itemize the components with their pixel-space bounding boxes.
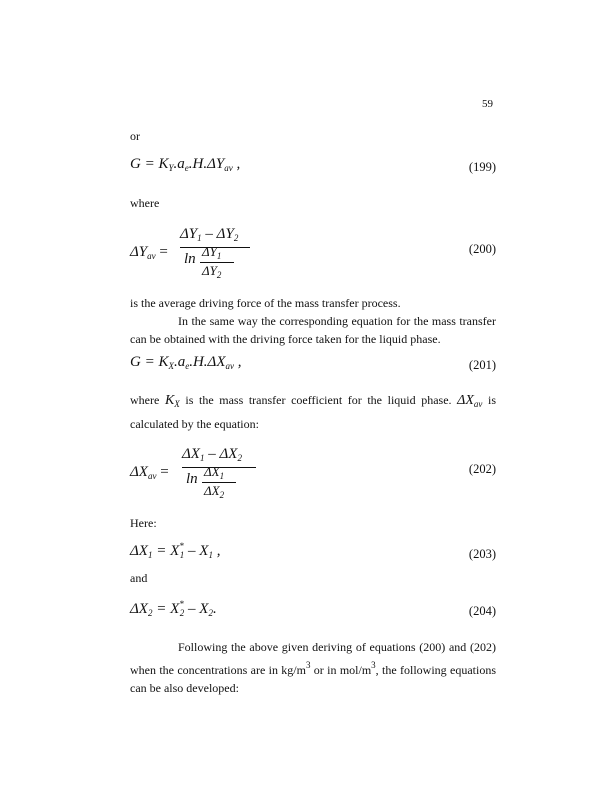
word-or: or [130, 129, 140, 143]
word-where: where [130, 196, 160, 210]
equation-number-203: (203) [468, 547, 496, 561]
equation-number-202: (202) [468, 462, 496, 476]
paragraph-average-driving-force: is the average driving force of the mass transfer process. [130, 296, 401, 310]
equation-200: $\Delta Y_{av}$ = $\Delta Y_1 - \Delta Y_2$ ln $\Delta Y_1$ $\Delta Y_2$ [130, 224, 280, 284]
equation-204: $\Delta X_2 = X^*_2 - X_2$. [130, 599, 217, 618]
equation-number-200: (200) [468, 242, 496, 256]
equation-number-201: (201) [468, 358, 496, 372]
page-number: 59 [482, 98, 493, 110]
word-here: Here: [130, 516, 157, 530]
equation-199: $G = K_Y.a_e.H.\Delta Y_{av}$ , [130, 156, 241, 173]
paragraph-coefficient: where $K_X$ is the mass transfer coefficient for the liquid phase. $\Delta X_{av}$ is calculated by the equation: [130, 393, 497, 431]
paragraph-following-equations: Following the above given deriving of equations (200) and (202) when the concentrations are in $kg/m^3$ or in mol/$m^3$, the following equations can be also developed: [130, 640, 496, 695]
equation-201: $G = K_X.a_e.H.\Delta X_{av}$ , [130, 354, 242, 371]
equation-number-199: (199) [468, 160, 496, 174]
word-and: and [130, 571, 148, 585]
equation-203: $\Delta X_1 = X^*_1 - X_1$ , [130, 541, 221, 560]
equation-number-204: (204) [468, 604, 496, 618]
equation-202: $\Delta X_{av}$ = $\Delta X_1 - \Delta X_2$ ln $\Delta X_1$ $\Delta X_2$ [130, 446, 280, 506]
paragraph-liquid-phase: In the same way the corresponding equation for the mass transfer can be obtained with the driving force taken for the liquid phase. [130, 314, 496, 346]
